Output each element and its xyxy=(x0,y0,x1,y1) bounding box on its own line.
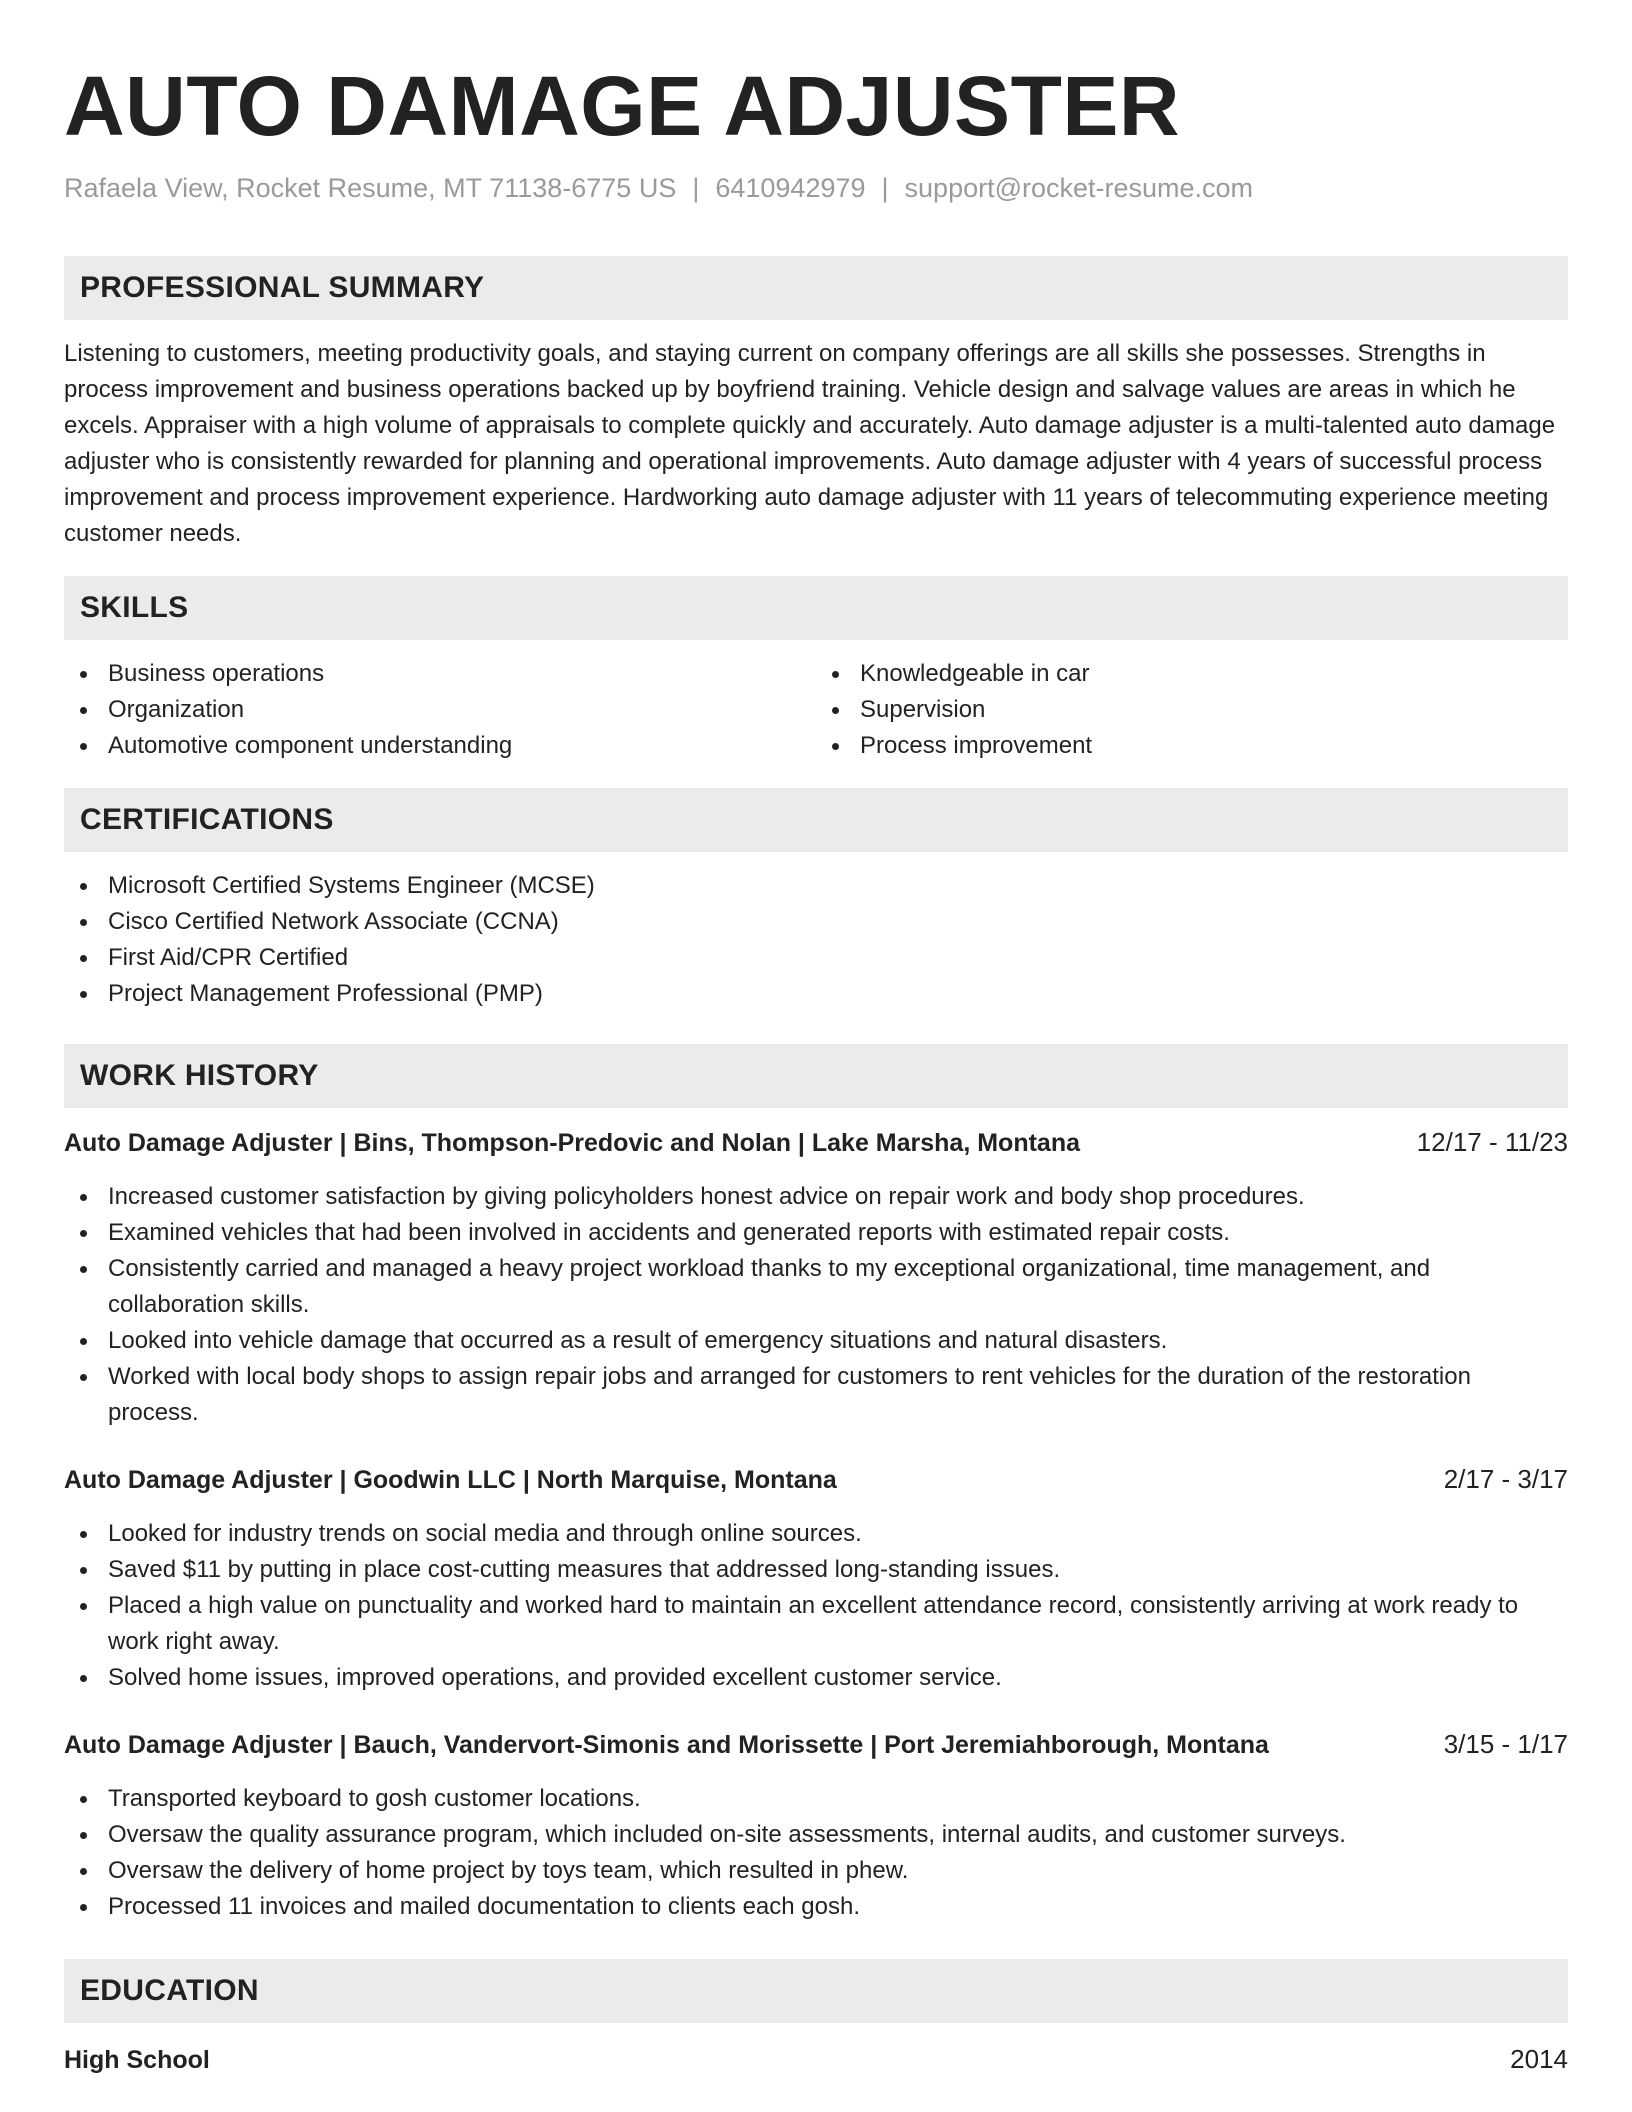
job-duty: Looked into vehicle damage that occurred as a result of emergency situations and natural disasters. xyxy=(64,1323,1568,1359)
job-heading xyxy=(64,1726,1568,1763)
job-duty: Processed 11 invoices and mailed documentation to clients each gosh. xyxy=(64,1889,1568,1925)
job-title: Auto Damage Adjuster | Bauch, Vandervort-Simonis and Morissette | Port Jeremiahborough, Montana xyxy=(64,1731,1269,1759)
skill-item: Organization xyxy=(64,692,816,728)
contact-phone[interactable]: 6410942979 xyxy=(715,173,866,203)
certification-item: Project Management Professional (PMP) xyxy=(64,976,1568,1012)
skill-item: Business operations xyxy=(64,656,816,692)
skills-column-left xyxy=(64,656,816,764)
certifications-list xyxy=(64,868,1568,1012)
skills-column-right xyxy=(816,656,1568,764)
resume-name: AUTO DAMAGE ADJUSTER xyxy=(64,59,1181,153)
skill-item: Knowledgeable in car xyxy=(816,656,1568,692)
certification-item: Cisco Certified Network Associate (CCNA) xyxy=(64,904,1568,940)
summary-header: PROFESSIONAL SUMMARY xyxy=(64,256,1568,320)
education-entry xyxy=(64,2041,1568,2078)
education-header: EDUCATION xyxy=(64,1959,1568,2023)
summary-text: Listening to customers, meeting productivity goals, and staying current on company offerings are all skills she possesses. Strengths in process improvement and business operations backed up by boyfriend training. Vehicle design and salvage values are areas in which he excels. Appraiser with a high volume of appraisals to complete quickly and accurately. Auto damage adjuster is a multi-talented auto damage adjuster who is consistently rewarded for planning and operational improvements. Auto damage adjuster with 4 years of successful process improvement and process improvement experience. Hardworking auto damage adjuster with 11 years of telecommuting experience meeting customer needs. xyxy=(64,340,1556,547)
job-duty: Placed a high value on punctuality and worked hard to maintain an excellent attendance record, consistently arriving at work ready to work right away. xyxy=(64,1588,1568,1660)
job-duty: Saved $11 by putting in place cost-cutting measures that addressed long-standing issues. xyxy=(64,1552,1568,1588)
certification-item: Microsoft Certified Systems Engineer (MCSE) xyxy=(64,868,1568,904)
job-title: Auto Damage Adjuster | Goodwin LLC | North Marquise, Montana xyxy=(64,1466,837,1494)
job-entry xyxy=(64,1726,1568,1925)
skills-list xyxy=(64,656,1568,764)
skill-item: Supervision xyxy=(816,692,1568,728)
job-title: Auto Damage Adjuster | Bins, Thompson-Predovic and Nolan | Lake Marsha, Montana xyxy=(64,1129,1080,1157)
job-duty: Solved home issues, improved operations, and provided excellent customer service. xyxy=(64,1660,1568,1696)
education-year: 2014 xyxy=(1510,2044,1568,2074)
job-duty: Transported keyboard to gosh customer locations. xyxy=(64,1781,1568,1817)
skill-item: Automotive component understanding xyxy=(64,728,816,764)
job-duty: Increased customer satisfaction by giving policyholders honest advice on repair work and body shop procedures. xyxy=(64,1179,1568,1215)
job-entry xyxy=(64,1124,1568,1431)
job-dates: 2/17 - 3/17 xyxy=(1443,1464,1568,1494)
contact-line xyxy=(64,170,1568,206)
job-duty: Worked with local body shops to assign repair jobs and arranged for customers to rent vehicles for the duration of the restoration process. xyxy=(64,1359,1568,1431)
contact-email[interactable]: support@rocket-resume.com xyxy=(904,173,1254,203)
job-duty: Looked for industry trends on social media and through online sources. xyxy=(64,1516,1568,1552)
job-duties xyxy=(64,1781,1568,1925)
job-duties xyxy=(64,1516,1568,1696)
certification-item: First Aid/CPR Certified xyxy=(64,940,1568,976)
job-dates: 3/15 - 1/17 xyxy=(1443,1729,1568,1759)
contact-separator: | xyxy=(692,173,700,203)
contact-address: Rafaela View, Rocket Resume, MT 71138-6775 US xyxy=(64,173,677,203)
work-history-header: WORK HISTORY xyxy=(64,1044,1568,1108)
job-heading xyxy=(64,1124,1568,1161)
job-duty: Consistently carried and managed a heavy project workload thanks to my exceptional organizational, time management, and collaboration skills. xyxy=(64,1251,1568,1323)
certifications-header: CERTIFICATIONS xyxy=(64,788,1568,852)
job-heading xyxy=(64,1461,1568,1498)
education-degree: High School xyxy=(64,2046,210,2074)
job-duties xyxy=(64,1179,1568,1431)
resume-page xyxy=(64,56,1568,2078)
skill-item: Process improvement xyxy=(816,728,1568,764)
skills-header: SKILLS xyxy=(64,576,1568,640)
job-entry xyxy=(64,1461,1568,1696)
job-duty: Examined vehicles that had been involved in accidents and generated reports with estimated repair costs. xyxy=(64,1215,1568,1251)
job-dates: 12/17 - 11/23 xyxy=(1416,1127,1568,1157)
job-duty: Oversaw the quality assurance program, which included on-site assessments, internal audits, and customer surveys. xyxy=(64,1817,1568,1853)
contact-separator: | xyxy=(881,173,889,203)
job-duty: Oversaw the delivery of home project by toys team, which resulted in phew. xyxy=(64,1853,1568,1889)
